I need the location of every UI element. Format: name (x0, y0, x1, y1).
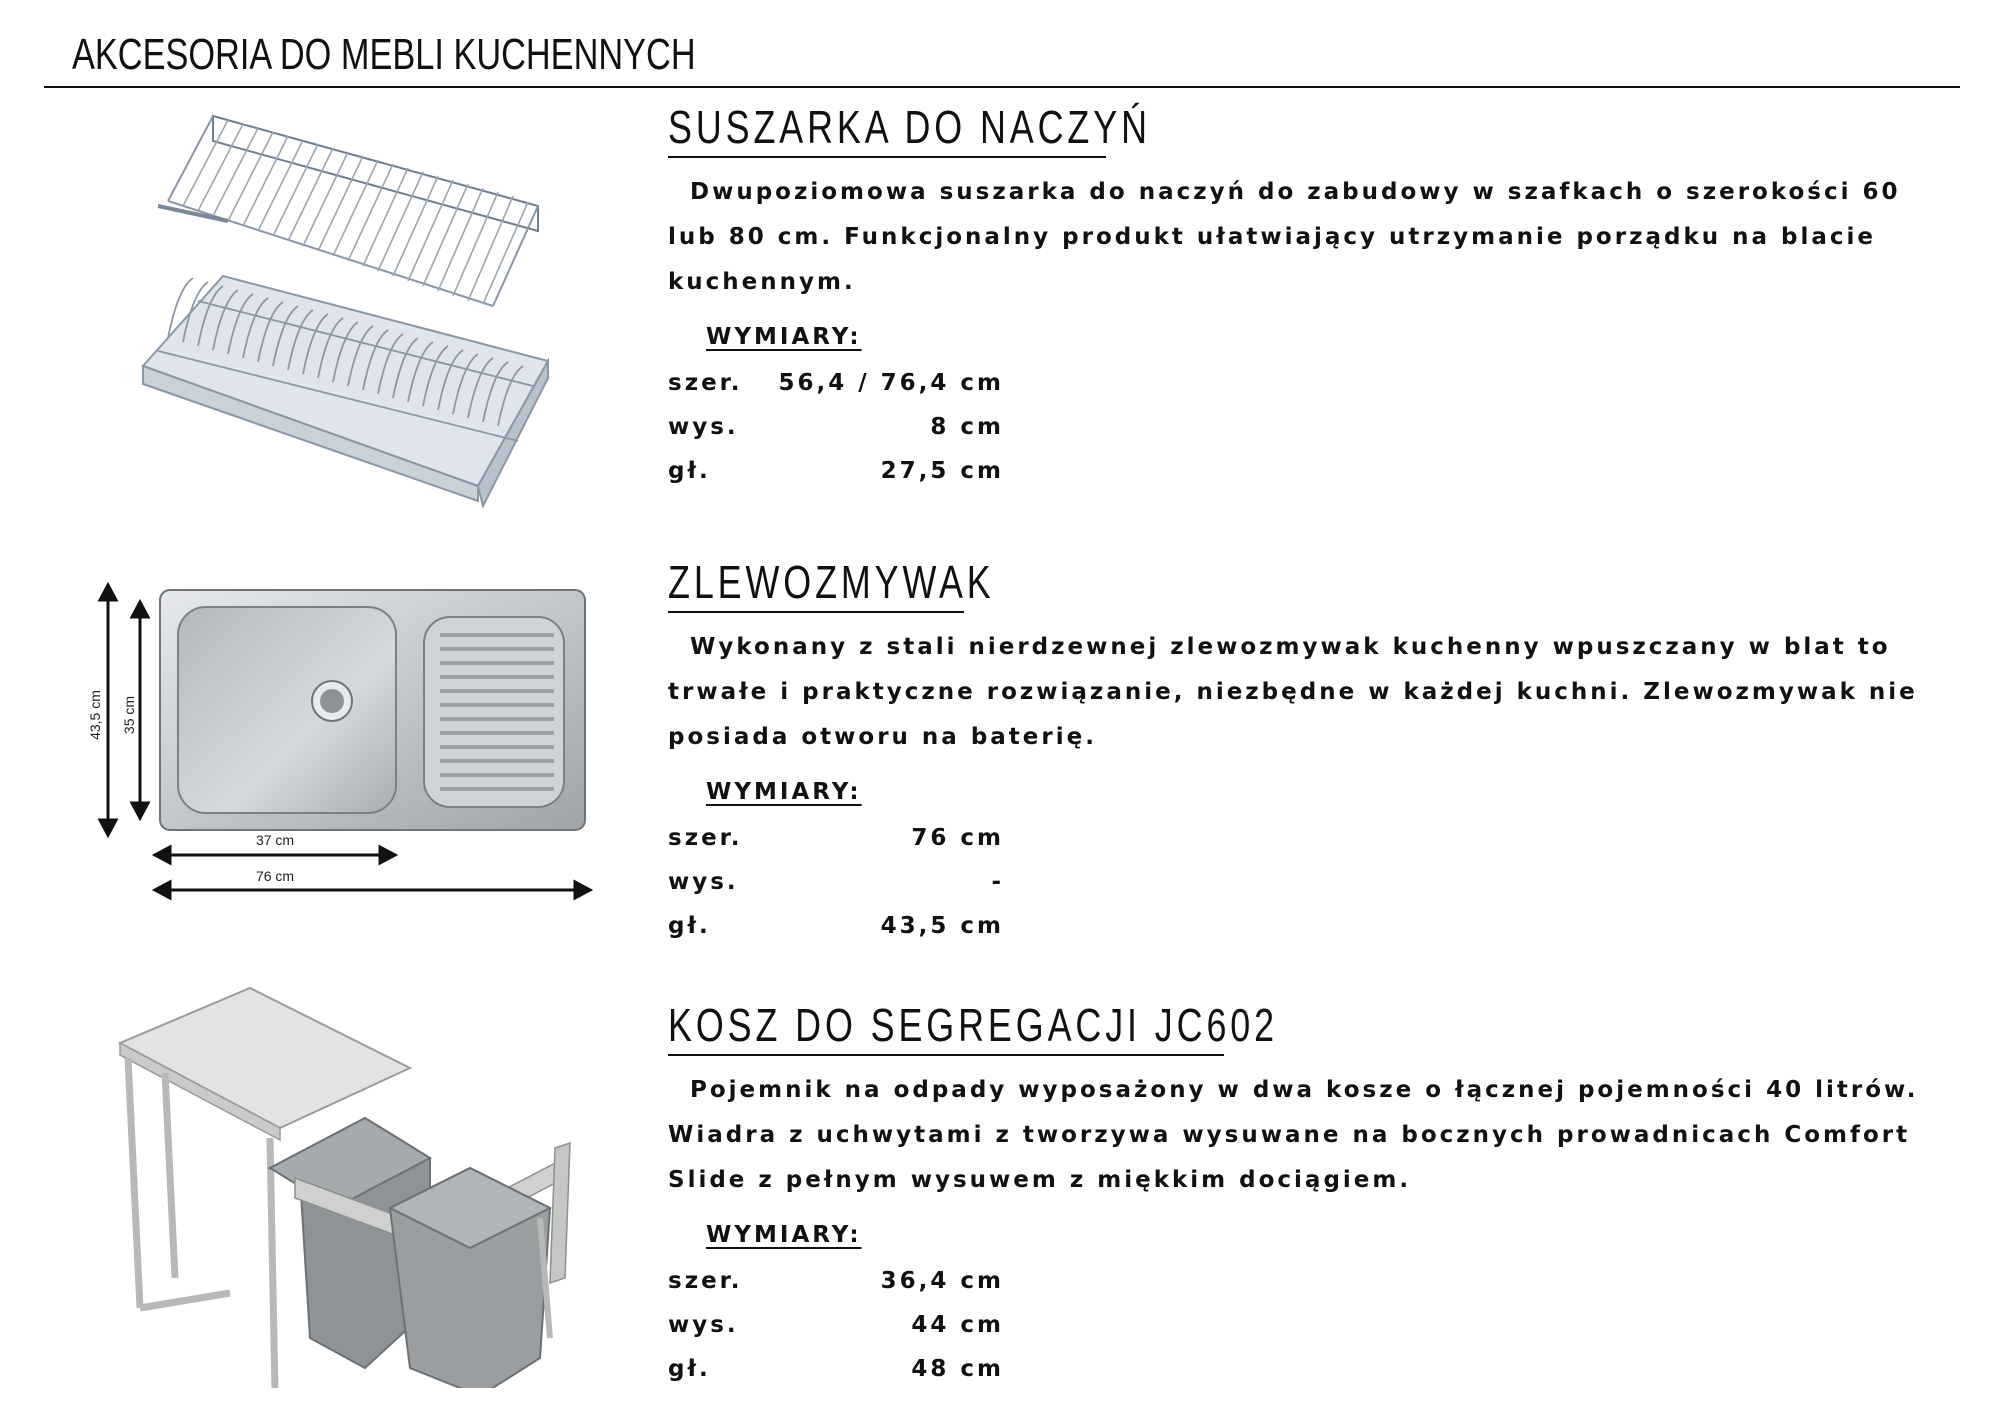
product-description (668, 625, 1948, 760)
sink-image (60, 555, 600, 915)
dimensions-heading: WYMIARY: (706, 324, 862, 350)
product-title: SUSZARKA DO NACZYŃ (668, 101, 1151, 153)
dimension-row-depth (668, 458, 1004, 498)
product-description-text: Wykonany z stali nierdzewnej zlewozmywak kuchenny wpuszczany w blat to trwałe i praktyczne rozwiązanie, niezbędne w każdej kuchni. Zlewozmywak nie posiada otworu na baterię. (668, 634, 1918, 750)
dimension-value: 48 cm (911, 1356, 1004, 1382)
dimension-row-width (668, 370, 1004, 410)
sink-width-total-label: 76 cm (255, 868, 295, 884)
dimension-row-width (668, 1268, 1004, 1308)
sink-height-inner-label: 35 cm (121, 695, 137, 735)
waste-bin-image (110, 978, 600, 1388)
dimensions-heading: WYMIARY: (706, 1222, 862, 1248)
dimension-label: gł. (668, 1356, 711, 1382)
dimension-label: gł. (668, 458, 711, 484)
dimension-value: 36,4 cm (880, 1268, 1004, 1294)
title-divider (44, 86, 1960, 88)
dimension-label: wys. (668, 414, 739, 440)
product-title-underline (668, 611, 964, 613)
page-title: AKCESORIA DO MEBLI KUCHENNYCH (72, 30, 696, 79)
product-description (668, 1068, 1948, 1203)
product-description-text: Dwupoziomowa suszarka do naczyń do zabudowy w szafkach o szerokości 60 lub 80 cm. Funkcjonalny produkt ułatwiający utrzymanie porządku na blacie kuchennym. (668, 179, 1901, 295)
dimension-value: 8 cm (930, 414, 1004, 440)
dimension-label: wys. (668, 869, 739, 895)
dimension-value: 56,4 / 76,4 cm (778, 370, 1004, 396)
dimension-row-height (668, 1312, 1004, 1352)
dimension-row-width (668, 825, 1004, 865)
product-title-underline (668, 1054, 1224, 1056)
sink-height-outer-label: 43,5 cm (87, 690, 103, 740)
dimension-value: 27,5 cm (880, 458, 1004, 484)
sink-width-bowl-label: 37 cm (255, 832, 295, 848)
product-title-underline (668, 156, 1106, 158)
dimension-value: - (991, 869, 1004, 895)
product-description (668, 170, 1948, 305)
dimension-row-height (668, 869, 1004, 909)
dimension-row-height (668, 414, 1004, 454)
product-description-text: Pojemnik na odpady wyposażony w dwa kosze o łącznej pojemności 40 litrów. Wiadra z uchwytami z tworzywa wysuwane na bocznych prowadnicach Comfort Slide z pełnym wysuwem z miękkim dociągiem. (668, 1077, 1919, 1193)
product-title: KOSZ DO SEGREGACJI JC602 (668, 999, 1279, 1051)
dimension-label: wys. (668, 1312, 739, 1338)
dimension-row-depth (668, 1356, 1004, 1396)
dimension-value: 43,5 cm (880, 913, 1004, 939)
product-title: ZLEWOZMYWAK (668, 556, 995, 608)
dimension-label: gł. (668, 913, 711, 939)
dimension-label: szer. (668, 1268, 743, 1294)
dimensions-heading: WYMIARY: (706, 779, 862, 805)
dish-rack-image (138, 106, 558, 516)
dimension-value: 44 cm (911, 1312, 1004, 1338)
dimension-label: szer. (668, 370, 743, 396)
dimension-row-depth (668, 913, 1004, 953)
dimension-label: szer. (668, 825, 743, 851)
dimension-value: 76 cm (911, 825, 1004, 851)
